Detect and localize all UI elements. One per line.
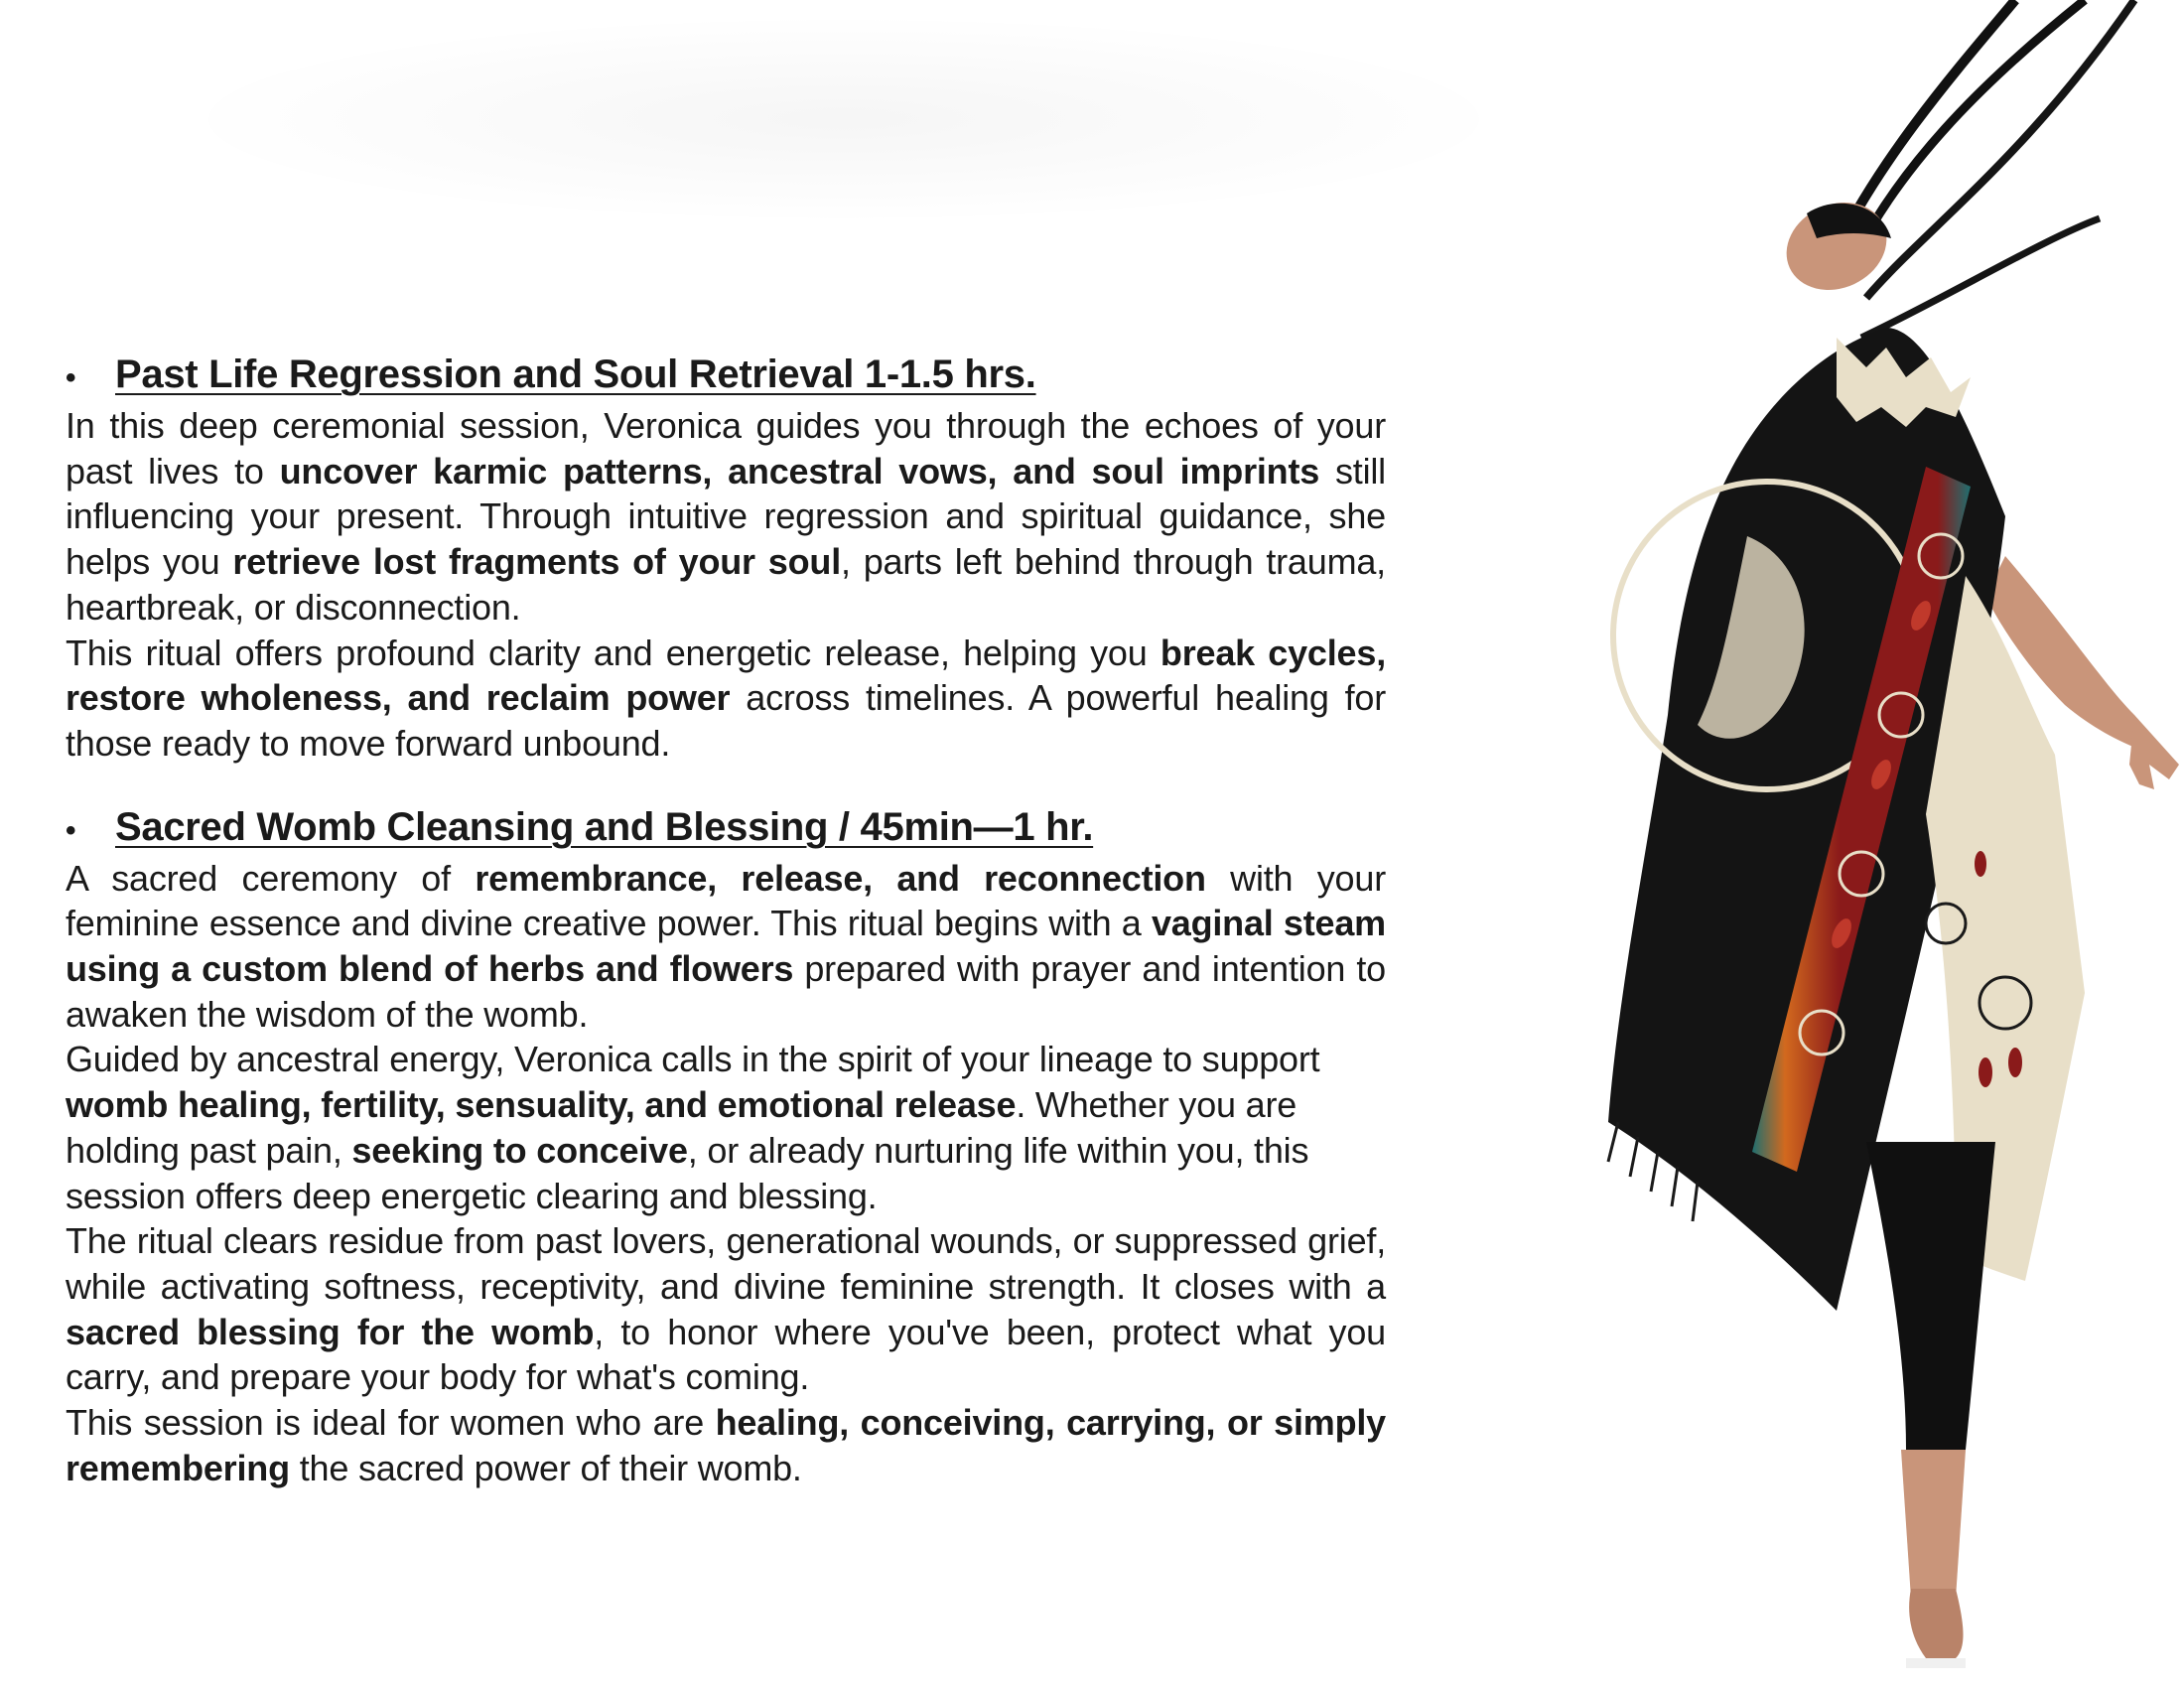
text-run: This session is ideal for women who are: [66, 1402, 716, 1444]
bullet-icon: •: [66, 361, 76, 394]
emphasis-run: seeking to conceive: [351, 1129, 688, 1171]
braid: [1861, 218, 2100, 338]
service-description: [66, 403, 1386, 631]
service-description: [66, 856, 1386, 1038]
pants: [1866, 1142, 1995, 1450]
service-heading: [66, 802, 1386, 856]
service-description: [66, 1037, 1386, 1218]
emphasis-run: healing, conceiving, carrying, or simply remembering: [66, 1402, 1386, 1488]
emphasis-run: remembrance, release, and reconnection: [475, 857, 1206, 899]
text-run: Guided by ancestral energy, Veronica calls in the spirit of your lineage to support: [66, 1039, 1320, 1080]
text-run: This ritual offers profound clarity and energetic release, helping you: [66, 632, 1160, 673]
emphasis-run: vaginal steam using a custom blend of herbs and flowers: [66, 903, 1386, 990]
bullet-icon: •: [66, 813, 76, 847]
service-description: [66, 631, 1386, 767]
emphasis-run: sacred blessing for the womb: [66, 1311, 595, 1352]
leg: [1901, 1450, 1966, 1599]
text-run: In this deep ceremonial session, Veronica guides you through the echoes of your past lives to: [66, 405, 1386, 492]
woman-in-poncho-photo: [1370, 0, 2184, 1688]
foot: [1909, 1589, 1963, 1658]
service-description: [66, 1400, 1386, 1490]
background-haze: [208, 20, 1479, 218]
text-run: , to honor where you've been, protect what you carry, and prepare your body for what's coming.: [66, 1311, 1386, 1398]
services-content: [66, 350, 1386, 1526]
service-heading: [66, 350, 1386, 403]
service-title: Sacred Womb Cleansing and Blessing / 45min—1 hr.: [115, 804, 1094, 849]
text-run: , parts left behind through trauma, heartbreak, or disconnection.: [66, 541, 1386, 628]
text-run: prepared with prayer and intention to awaken the wisdom of the womb.: [66, 948, 1386, 1035]
text-run: , or already nurturing life within you, this session offers deep energetic clearing and blessing.: [66, 1129, 1309, 1216]
service-title: Past Life Regression and Soul Retrieval 1-1.5 hrs.: [115, 352, 1036, 396]
emphasis-run: uncover karmic patterns, ancestral vows, and soul imprints: [279, 450, 1320, 492]
emphasis-run: break cycles, restore wholeness, and reclaim power: [66, 632, 1386, 719]
service-description: [66, 1218, 1386, 1400]
service-past-life-regression: [66, 350, 1386, 767]
braid: [1856, 0, 2085, 253]
emphasis-run: womb healing, fertility, sensuality, and emotional release: [66, 1084, 1017, 1126]
service-womb-cleansing: [66, 802, 1386, 1491]
braid: [1866, 0, 2134, 298]
text-run: the sacred power of their womb.: [289, 1447, 802, 1488]
text-run: A sacred ceremony of: [66, 857, 476, 899]
emphasis-run: retrieve lost fragments of your soul: [232, 541, 841, 583]
text-run: across timelines. A powerful healing for those ready to move forward unbound.: [66, 677, 1386, 764]
text-run: with your feminine essence and divine creative power. This ritual begins with a: [66, 857, 1386, 944]
text-run: still influencing your present. Through intuitive regression and spiritual guidance, she helps you: [66, 450, 1386, 583]
text-run: . Whether you are holding past pain,: [66, 1084, 1297, 1171]
text-run: The ritual clears residue from past lovers, generational wounds, or suppressed grief, while activating softness, receptivity, and divine feminine strength. It closes with a: [66, 1220, 1386, 1307]
